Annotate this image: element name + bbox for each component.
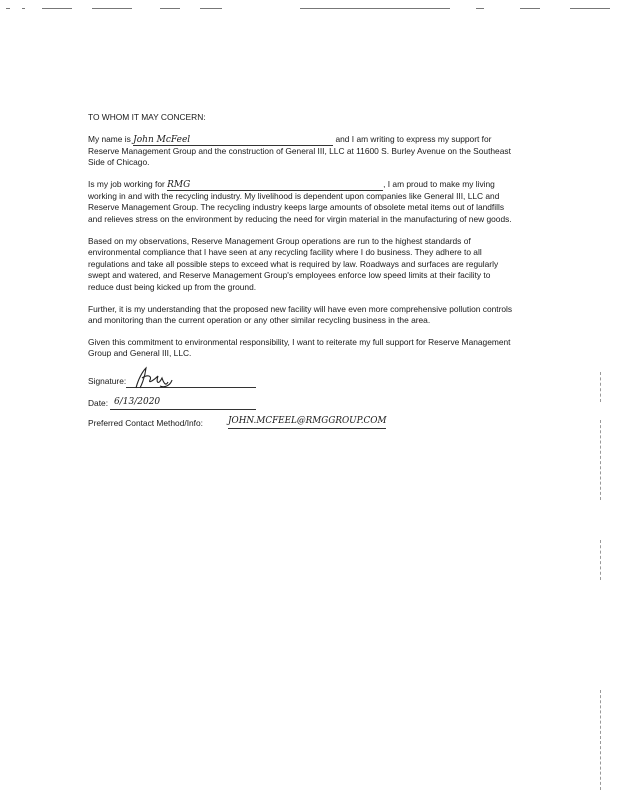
paragraph-intro <box>88 134 518 169</box>
scan-artifact-edge <box>600 420 602 500</box>
intro-text: and I am writing to express my support for Reserve Management Group and the construction of General III, LLC at 11600 S. Burley Avenue on the Southeast Side of Chicago. <box>88 133 511 168</box>
name-prefix: My name is <box>88 133 131 144</box>
handwritten-date: 6/13/2020 <box>114 397 161 408</box>
handwritten-signature <box>128 366 188 390</box>
paragraph-facility: Further, it is my understanding that the proposed new facility will have even more comprehensive pollution controls and monitoring than the current operation or any other similar recycling business in the area. <box>88 303 513 326</box>
paragraph-employment <box>88 179 518 226</box>
letter-body <box>88 112 518 432</box>
employment-prefix: Is my job working for <box>88 178 165 189</box>
scan-artifact-edge <box>600 372 602 402</box>
paragraph-observations: Based on my observations, Reserve Management Group operations are run to the highest standards of environmental compliance that I have seen at any recycling facility where I do business. They adhere to all regulations and take all possible steps to exceed what is required by law. Roadways and surfaces are regularly swept and watered, and Reserve Management Group's employees enforce low speed limits at their facility to reduce dust being kicked up from the ground. <box>88 235 499 292</box>
date-line <box>110 409 256 410</box>
handwritten-name: John McFeel <box>133 135 333 146</box>
contact-block <box>88 416 518 432</box>
salutation: TO WHOM IT MAY CONCERN: <box>88 112 206 122</box>
contact-label: Preferred Contact Method/Info: <box>88 418 203 429</box>
signature-label: Signature: <box>88 376 127 387</box>
handwritten-employer: RMG <box>167 180 383 191</box>
scan-artifact-edge <box>600 690 602 790</box>
employment-text: , I am proud to make my living working in and with the recycling industry. My livelihood is dependent upon companies like General III, LLC and Reserve Management Group. The recycling industry keeps large amounts of obsolete metal items out of landfills and relieves stress on the environment by reducing the need for virgin material in the manufacturing of new goods. <box>88 178 512 224</box>
signature-block <box>88 370 518 390</box>
paragraph-commitment: Given this commitment to environmental responsibility, I want to reiterate my full support for Reserve Management Group and General III, LLC. <box>88 336 511 359</box>
handwritten-contact: JOHN.MCFEEL@RMGGROUP.COM <box>228 416 386 429</box>
date-block <box>88 394 518 412</box>
scan-artifact-top <box>0 8 618 10</box>
scan-artifact-edge <box>600 540 602 580</box>
date-label: Date: <box>88 398 109 409</box>
